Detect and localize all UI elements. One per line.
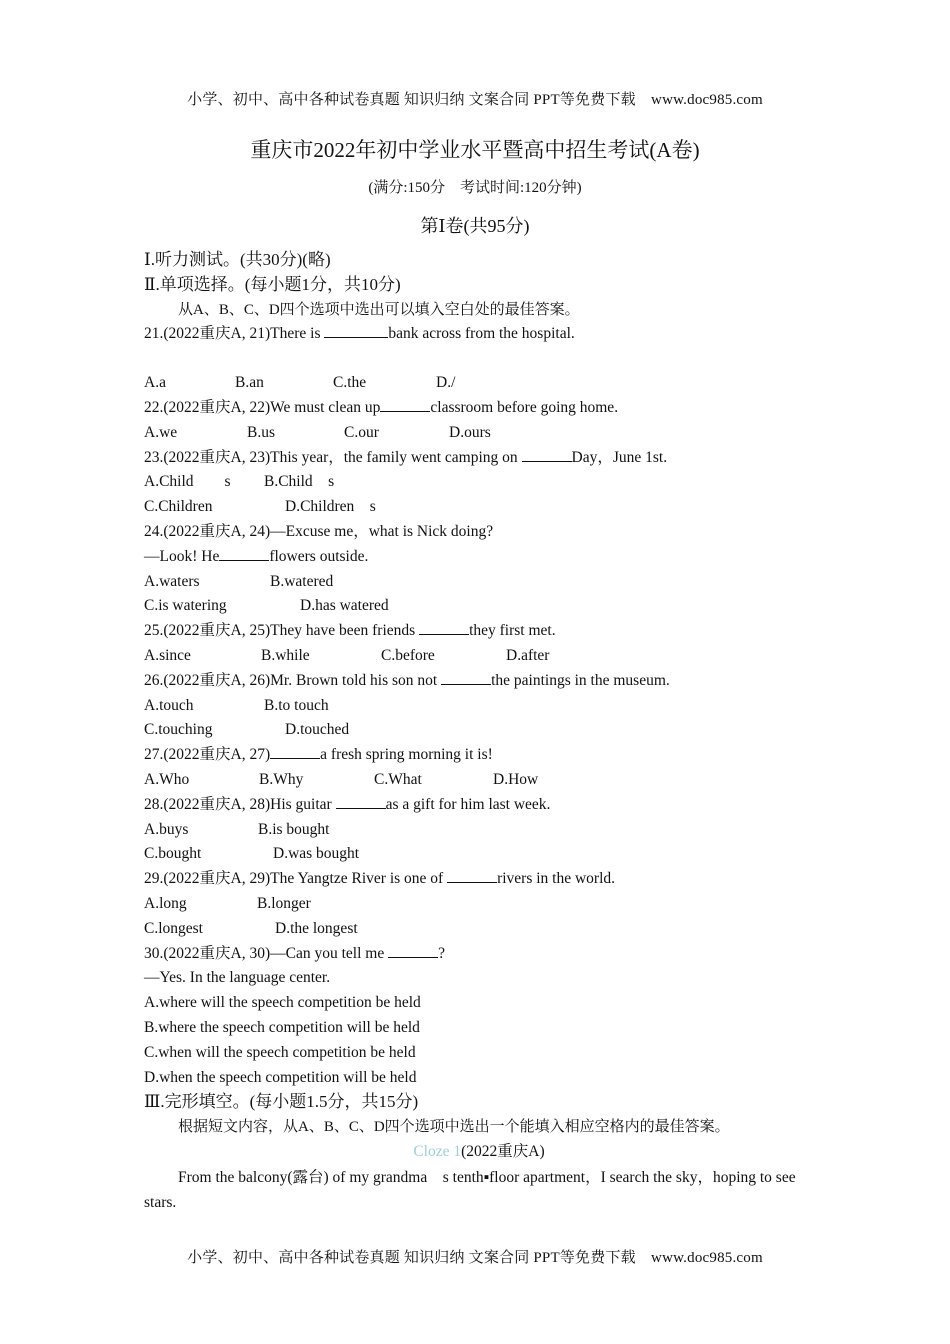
question-29: 29.(2022重庆A, 29)The Yangtze River is one of rivers in the world. <box>144 870 616 888</box>
cloze-link[interactable]: Cloze 1 <box>413 1142 462 1160</box>
question-22: 22.(2022重庆A, 22)We must clean up classroom before going home. <box>144 398 619 416</box>
question-30: 30.(2022重庆A, 30)—Can you tell me ? <box>144 944 445 962</box>
question-26-options-row1: A.touch B.to touch <box>144 696 329 714</box>
cloze-paragraph: From the balcony(露台) of my grandma s tenth▪floor apartment，I search the sky，hoping to see stars. <box>144 1168 796 1211</box>
question-24: 24.(2022重庆A, 24)—Excuse me，what is Nick doing? <box>144 522 494 540</box>
question-24-options-row2: C.is watering D.has watered <box>144 597 389 615</box>
question-26-options-row2: C.touching D.touched <box>144 721 350 739</box>
section-single-choice: Ⅱ.单项选择。(每小题1分，共10分) <box>144 274 401 294</box>
question-29-options-row2: C.longest D.the longest <box>144 919 358 937</box>
part-title: 第Ⅰ卷(共95分) <box>420 216 530 236</box>
question-26: 26.(2022重庆A, 26)Mr. Brown told his son not the paintings in the museum. <box>144 671 670 689</box>
question-28: 28.(2022重庆A, 28)His guitar as a gift for him last week. <box>144 795 551 813</box>
question-27: 27.(2022重庆A, 27) a fresh spring morning it is! <box>144 746 493 764</box>
exam-content <box>144 248 814 1215</box>
question-23: 23.(2022重庆A, 23)This year，the family went camping on Day，June 1st. <box>144 448 668 466</box>
question-21-options: A.a B.an C.the D./ <box>144 374 456 392</box>
question-25-options: A.since B.while C.before D.after <box>144 646 550 664</box>
section-listening: Ⅰ.听力测试。(共30分)(略) <box>144 250 331 269</box>
exam-title: 重庆市2022年初中学业水平暨高中招生考试(A卷) <box>250 138 700 162</box>
question-21: 21.(2022重庆A, 21)There is bank across from the hospital. <box>144 325 575 343</box>
cloze-instructions: 根据短文内容，从A、B、C、D四个选项中选出一个能填入相应空格内的最佳答案。 <box>178 1119 730 1136</box>
question-28-options-row2: C.bought D.was bought <box>144 845 360 863</box>
question-29-options-row1: A.long B.longer <box>144 894 311 912</box>
question-30-option-c: C.when will the speech competition be held <box>144 1043 416 1061</box>
question-23-options-row1: A.Child s B.Child s <box>144 473 335 491</box>
question-24-options-row1: A.waters B.watered <box>144 572 334 590</box>
question-30-option-b: B.where the speech competition will be held <box>144 1018 420 1036</box>
question-30-option-d: D.when the speech competition will be held <box>144 1068 417 1086</box>
question-30-reply: —Yes. In the language center. <box>144 969 331 987</box>
question-24-reply: —Look! He flowers outside. <box>144 547 369 565</box>
page-header: 小学、初中、高中各种试卷真题 知识归纳 文案合同 PPT等免费下载 www.doc985.com <box>187 92 763 108</box>
question-22-options: A.we B.us C.our D.ours <box>144 423 491 441</box>
question-30-option-a: A.where will the speech competition be held <box>144 994 421 1012</box>
question-25: 25.(2022重庆A, 25)They have been friends they first met. <box>144 622 556 640</box>
single-choice-instructions: 从A、B、C、D四个选项中选出可以填入空白处的最佳答案。 <box>178 301 580 318</box>
question-27-options: A.Who B.Why C.What D.How <box>144 770 539 788</box>
question-23-options-row2: C.Children D.Children s <box>144 498 376 516</box>
exam-subtitle: (满分:150分 考试时间:120分钟) <box>368 180 582 196</box>
section-cloze: Ⅲ.完形填空。(每小题1.5分，共15分) <box>144 1092 419 1112</box>
page-footer: 小学、初中、高中各种试卷真题 知识归纳 文案合同 PPT等免费下载 www.doc985.com <box>187 1250 763 1266</box>
cloze-title: Cloze 1(2022重庆A) <box>413 1142 545 1160</box>
question-28-options-row1: A.buys B.is bought <box>144 820 330 838</box>
